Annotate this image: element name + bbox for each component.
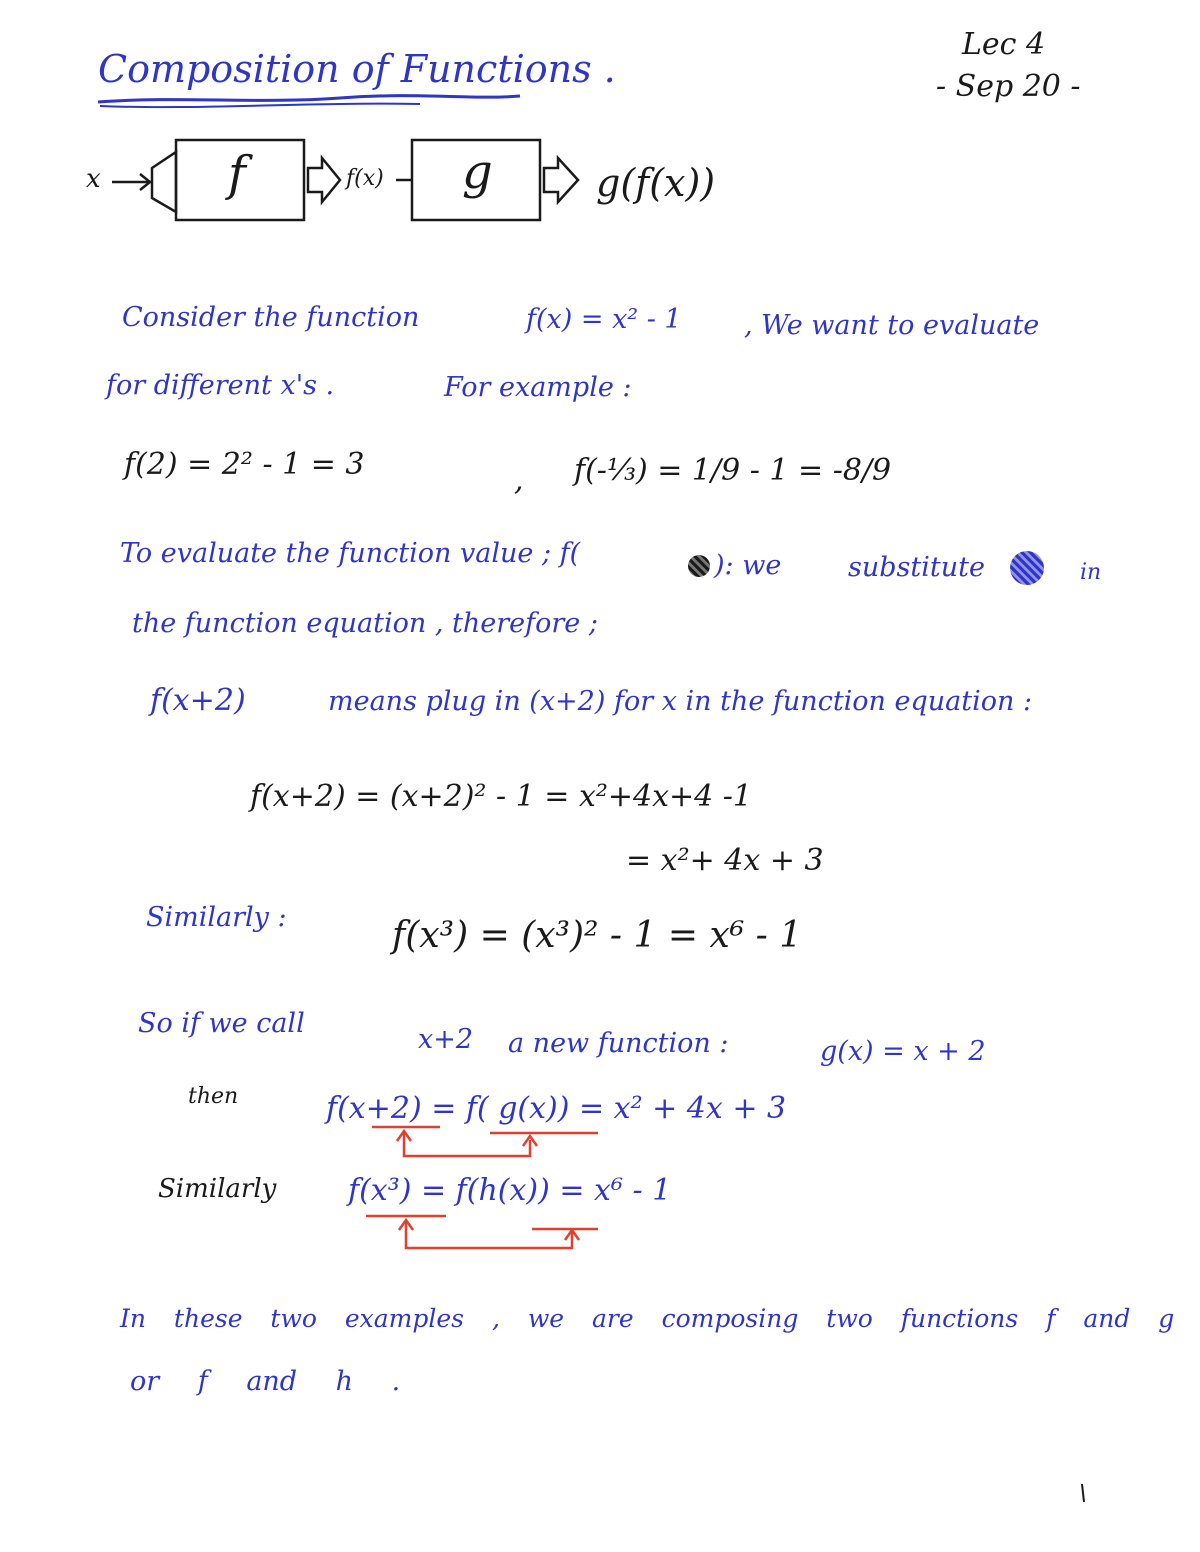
line3-d: in — [1080, 560, 1102, 585]
diagram-input: x — [86, 164, 101, 194]
placeholder-scribble-icon — [688, 555, 710, 577]
line3-a: To evaluate the function value ; f( — [120, 538, 581, 569]
substitute-scribble-icon — [1010, 551, 1044, 585]
line1-function: f(x) = x² - 1 — [526, 304, 682, 335]
diagram-box-f-label: f — [228, 146, 246, 202]
line2-a: for different x's . — [106, 370, 335, 401]
line1-end: , We want to evaluate — [744, 310, 1040, 341]
conclusion-line-1: In these two examples , we are composing two functions f and g — [120, 1304, 1175, 1333]
input-funnel — [152, 152, 176, 212]
diagram-output: g(f(x)) — [596, 161, 716, 205]
equation-1: f(x+2) = (x+2)² - 1 = x²+4x+4 -1 — [250, 779, 753, 814]
then-label: then — [188, 1084, 239, 1109]
similarly-label-1: Similarly : — [146, 902, 287, 933]
example-2: f(-⅓) = 1/9 - 1 = -8/9 — [574, 453, 892, 488]
equation-1-result: = x²+ 4x + 3 — [626, 843, 824, 878]
line5-a: f(x+2) — [150, 683, 246, 718]
example-1: f(2) = 2² - 1 = 3 — [124, 447, 365, 482]
title-underline — [98, 96, 520, 102]
conclusion-line-2: or f and h . — [130, 1366, 401, 1397]
line2-b: For example : — [444, 372, 632, 403]
so-if-label: So if we call — [138, 1008, 305, 1039]
diagram-box-g-label: g — [462, 144, 493, 200]
diagram-mid-label: f(x) — [346, 166, 384, 191]
line3-c: substitute — [848, 552, 985, 583]
equation-2: f(x³) = (x³)² - 1 = x⁶ - 1 — [392, 915, 803, 956]
g-output-arrow — [544, 158, 578, 202]
line5-b: means plug in (x+2) for x in the function equation : — [328, 686, 1033, 717]
lecture-label: Lec 4 — [962, 27, 1046, 62]
title-underline-2 — [100, 104, 420, 107]
red-arrow-1 — [404, 1133, 530, 1156]
page-title: Composition of Functions . — [98, 47, 616, 91]
line3-b: ): we — [714, 550, 782, 581]
red-arrow-2 — [406, 1222, 572, 1248]
line4: the function equation , therefore ; — [132, 608, 598, 639]
so-if-new-function: a new function : — [508, 1028, 729, 1059]
example-separator: , — [514, 463, 524, 498]
f-output-arrow — [308, 158, 340, 202]
similarly-equation: f(x³) = f(h(x)) = x⁶ - 1 — [348, 1173, 672, 1208]
similarly-label-2: Similarly — [158, 1174, 277, 1204]
lecture-date: - Sep 20 - — [936, 69, 1081, 104]
then-equation: f(x+2) = f( g(x)) = x² + 4x + 3 — [326, 1091, 787, 1126]
so-if-expr: x+2 — [418, 1024, 474, 1055]
so-if-g-def: g(x) = x + 2 — [820, 1036, 986, 1067]
line1-intro: Consider the function — [122, 302, 420, 333]
